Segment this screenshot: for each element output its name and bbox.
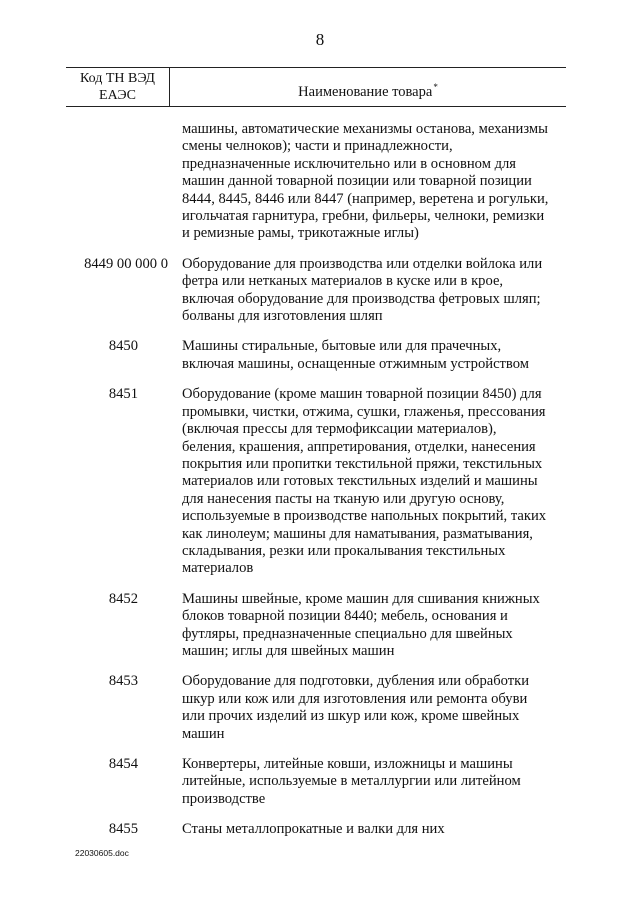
code-header-line-2: ЕАЭС: [99, 88, 136, 103]
tnved-code: 8451: [108, 386, 138, 403]
table-row: [0, 338, 640, 373]
table-row: [0, 386, 640, 577]
description-line: Станы металлопрокатные и валки для них: [182, 821, 445, 838]
name-header-label: Наименование товара: [298, 84, 433, 100]
goods-description: [182, 256, 567, 326]
footnote-mark: *: [433, 82, 438, 92]
description-line: промывки, чистки, отжима, сушки, глаженья, прессования: [182, 403, 546, 420]
page-number: 8: [315, 30, 325, 49]
row-gap: [0, 808, 640, 821]
description-line: игольчатая гарнитура, гребни, фильеры, челноки, ремизки: [182, 208, 545, 225]
file-name-footer: 22030605.doc: [75, 848, 129, 858]
table-body: [0, 121, 640, 839]
description-line: включая оборудование для производства фетровых шляп;: [182, 290, 541, 307]
description-line: машин; иглы для швейных машин: [182, 642, 395, 659]
description-line: шкур или кож или для изготовления или ремонта обуви: [182, 690, 528, 707]
goods-description: [182, 756, 567, 808]
code-header-line-1: Код ТН ВЭД: [80, 71, 155, 86]
table-row: [0, 256, 640, 326]
goods-description: [182, 591, 567, 661]
code-column-header: [66, 68, 170, 106]
row-gap: [0, 743, 640, 756]
description-line: машин данной товарной позиции или товарной позиции: [182, 173, 532, 190]
tnved-code: 8452: [108, 590, 138, 607]
tnved-code: 8449 00 000 0: [84, 255, 168, 272]
description-line: материалов: [182, 560, 254, 577]
description-line: фетра или нетканых материалов в куске или в крое,: [182, 273, 504, 290]
description-line: (включая прессы для термофиксации материалов),: [182, 421, 497, 438]
description-line: Машины швейные, кроме машин для сшивания книжных: [182, 590, 540, 607]
description-line: производстве: [182, 790, 266, 807]
row-gap: [0, 578, 640, 591]
description-line: и ремизные рамы, трикотажные иглы): [182, 225, 419, 242]
description-line: машины, автоматические механизмы останова, механизмы: [182, 121, 548, 137]
description-line: 8444, 8445, 8446 или 8447 (например, веретена и рогульки,: [182, 190, 549, 207]
description-line: беления, крашения, аппретирования, отделки, нанесения: [182, 438, 536, 455]
table-row: [0, 121, 640, 243]
table-row: [0, 673, 640, 743]
description-line: болваны для изготовления шляп: [182, 308, 383, 325]
description-line: складывания, резки или прокалывания текстильных: [182, 542, 506, 559]
goods-description: [182, 338, 567, 373]
description-line: используемые в производстве напольных покрытий, таких: [182, 508, 547, 525]
description-line: Оборудование для производства или отделки войлока или: [182, 255, 543, 272]
goods-description: [182, 121, 567, 243]
description-line: предназначенные исключительно или в основном для: [182, 155, 517, 172]
description-line: Машины стиральные, бытовые или для прачечных,: [182, 338, 502, 355]
description-line: покрытия или пропитки текстильной пряжи, текстильных: [182, 455, 543, 472]
table-header: [66, 67, 566, 107]
name-column-header: [170, 68, 566, 106]
description-line: футляры, предназначенные специально для швейных: [182, 625, 513, 642]
tnved-code: 8450: [108, 338, 138, 355]
goods-description: [182, 386, 567, 577]
goods-description: [182, 821, 567, 838]
table-row: [0, 591, 640, 661]
description-line: смены челноков); части и принадлежности,: [182, 138, 453, 155]
description-line: Оборудование для подготовки, дубления или обработки: [182, 673, 530, 690]
description-line: машин: [182, 725, 225, 742]
table-row: [0, 756, 640, 808]
tnved-code: 8453: [108, 673, 138, 690]
description-line: включая машины, оснащенные отжимным устройством: [182, 355, 529, 372]
tnved-code: 8455: [108, 821, 138, 838]
row-gap: [0, 325, 640, 338]
description-line: блоков товарной позиции 8440; мебель, основания и: [182, 608, 508, 625]
description-line: литейные, используемые в металлургии или литейном: [182, 773, 521, 790]
goods-description: [182, 673, 567, 743]
description-line: Конвертеры, литейные ковши, изложницы и машины: [182, 756, 513, 772]
description-line: материалов или готовых текстильных изделий и машины: [182, 473, 538, 490]
row-gap: [0, 243, 640, 256]
description-line: Оборудование (кроме машин товарной позиции 8450) для: [182, 386, 542, 403]
table-row: [0, 821, 640, 838]
row-gap: [0, 660, 640, 673]
tnved-code: 8454: [108, 756, 138, 772]
description-line: как линолеум; машины для наматывания, разматывания,: [182, 525, 533, 542]
description-line: для нанесения пасты на тканую или другую основу,: [182, 490, 505, 507]
row-gap: [0, 373, 640, 386]
description-line: или прочих изделий из шкур или кож, кроме швейных: [182, 708, 520, 725]
